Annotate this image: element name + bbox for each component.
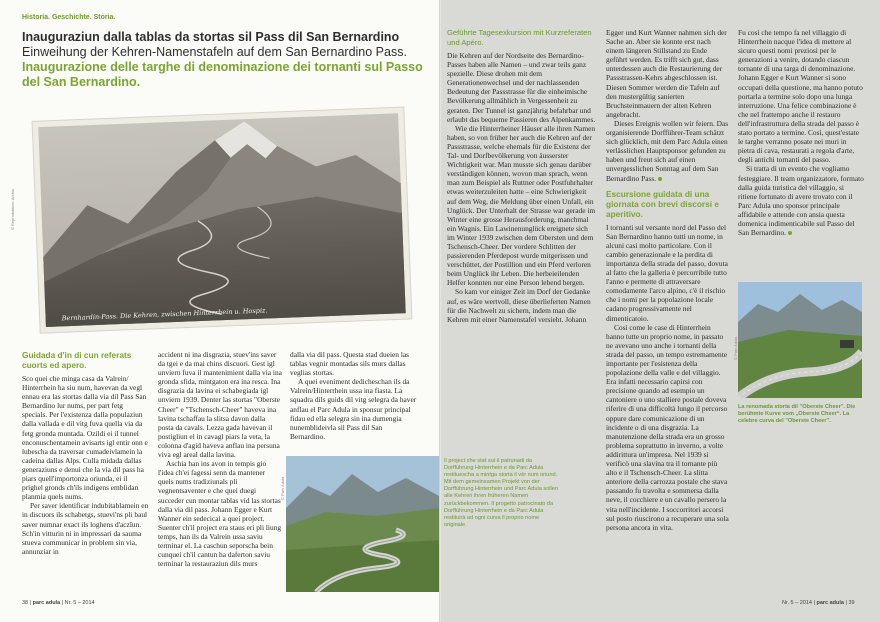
left-col-2: [158, 350, 282, 568]
issue-number: Nr. 5 – 2014: [64, 600, 95, 606]
paragraph: Egger und Kurt Wanner nahmen sich der Sache an. Aber sie konnte erst nach einem längeren Stillstand zu Ende geführt werden. Es trifft sich gut, dass unterdessen auch die Restaurierung der Passstrassen-Kehrs abgeschlossen ist. Diesen Sommer werden die Tafeln auf den mustergültig sanierten Bruchsteinmauern der alten Kehren angebracht.: [606, 28, 727, 119]
paragraph: A quei eveniment dedicheschan ils da Valrein/Hinterrhein ussa ina fiasta. La squadra dils guids dil vitg selegra da haver anflau el Parc Adula in sponsur principal fidau ed ella selegra sin ina dumengia nunemblideivla sil Pass dil San Bernardino.: [290, 377, 417, 441]
postcard-photo: [18, 100, 432, 340]
oberste-cheer-photo: [738, 282, 862, 398]
subhead-romansh: Guidada d'in di cun referats cuorts ed apero.: [22, 350, 132, 370]
page-number: 39: [848, 600, 855, 606]
issue-number: Nr. 5 – 2014: [782, 600, 812, 606]
page-footer: 38 | parc adula | Nr. 5 – 2014: [22, 600, 95, 606]
paragraph: Die Kehren auf der Nordseite des Bernardino-Passes haben alle Namen – und zwar teils ganz spezielle. Diese drohen mit dem Generationenwechsel und der nachlassenden Bedeutung der Passstrasse für die einheimische Bevölkerung allmählich in Vergessenheit zu geraten. Der Tunnel ist ganzjährig befahrbar und erlaubt das bequeme Passieren des Alpenkammes.: [447, 51, 596, 124]
end-mark-icon: [788, 231, 792, 235]
paragraph: Wie die Hinterrheiner Häuser alle ihren Namen haben, so von früher her auch die Kehren auf der Passstrasse, welche ehemals für die Existenz der Tal- und Dorfbevölkerung von äusserster Wichtigkeit war. Man musste sich genau darüber verständigen können, wovon man sprach, wenn man zum Beispiel als Ruttner oder Postfuhrhalter etwas weiterzuleiten hatte – eine Schwierigkeit auf dem Weg, die Meldung über einen Unfall, ein Unglück. Der Unterhalt der Strasse war gerade im Winter eine grosse Herausforderung, manchmal ein Wagnis. Ein Lawinenunglück ereignete sich im Winter 1939 zwischen dem Obersten und dem Tschensch-Cheer. Der vordere Schlitten der passierenden Pferdepost wurde mitgerissen und verschüttet, der Postillion und ein Pferd verloren beim Unglück ihr Leben. Die herbeieilenden Helfer konnten nur eine Person lebend bergen.: [447, 123, 596, 288]
left-page: [0, 0, 439, 622]
headline-romansh: Inauguraziun dalla tablas da stortas sil Pass dil San Bernardino: [22, 30, 400, 44]
paragraph: dalla via dil pass. Questa stad dueien las tablas vegnir montadas sils murs dallas veglias stortas.: [290, 350, 410, 378]
pass-road-photo: [286, 456, 439, 592]
photo-caption: La renomada storta dil "Oberste Cheer". Die berühmte Kurve vom „Oberste Cheer“. La celebre curva del "Oberste Cheer".: [738, 404, 856, 425]
left-col-1: [22, 350, 150, 556]
photo-credit: © Parc Adula: [733, 336, 738, 360]
headline-german: Einweihung der Kehren-Namenstafeln auf dem San Bernardino Pass.: [22, 45, 407, 59]
paragraph: I tornanti sul versante nord del Passo del San Bernardino hanno tutti un nome, in alcuni casi molto particolare. Con il cambio generazionale e la perdita di importanza della strada del passo, dovuta al fatto che la galleria è percorribile tutto l'anno e permette di attraversare comodamente l'arco alpino, c'è il rischio che i nomi per la popolazione locale cadano progressivamente nel dimenticatoio.: [606, 222, 728, 323]
paragraph: accident ni ina disgrazia, stuev'ins saver da tgei e da mai chins discuori. Gest igl unviern fuva il mantenimient dalla via ina gronda sfida, mintgaton era ina resca. Ina disgrazia da lavina ei schabegiada igl unviern 1939. Denter las stortas "Oberste Cheer" e "Tschensch-Cheer" haveva ina lavina tschaffau la slitsa davon dalla posta da cavals. Lezza gada havevan il postigliun el in cavagl piars la veta, la colonna d'agid haveva anflau ina persuna viva egl areal dalla lavina.: [158, 350, 282, 460]
paragraph: Aschia han ins avon in tempis gio l'idea ch'ei fagessi senn da mantener quels nums tradiziunals pli vegnentsaventer e che quei duegi succeder cun montar tablas vid las stortas dalla via dil pass. Johann Egger e Kurt Wanner ein sedecicai a quei project. Suenter ch'il project era staus eri pli liung temps, han ils da Valrein ussa saviu terminar el. La caschun seporscha bein cunquei ch'il cantun ha daferton saviu terminar la restauraziun dils murs: [158, 459, 282, 569]
section-label: Historia. Geschichte. Storia.: [22, 14, 116, 21]
page-number: 38: [22, 600, 29, 606]
photo-credit: © Reproduktion: Archiv: [10, 189, 15, 230]
end-mark-icon: [658, 177, 662, 181]
headline: [22, 30, 432, 90]
left-col-3: [290, 350, 418, 441]
paragraph-text: Si tratta di un evento che vogliamo festeggiare. Il team organizzatore, formato dalla guida turistica del villaggio, si ritiene fortunato di avere trovato con il Parc Adula uno sponsor principale affidabile e attende con ansia questa domenica indimenticabile sul Passo del San Bernardino.: [738, 164, 864, 238]
magazine-name: parc adula: [32, 600, 61, 606]
paragraph: [738, 164, 864, 237]
paragraph: [606, 119, 730, 183]
right-col-1: [447, 28, 597, 324]
paragraph: Così come le case di Hinterrhein hanno tutte un proprio nome, in passato ne avevano uno anche i tornanti della strada del passo, un tempo estremamente importante per l'esistenza della popolazione della valle e del villaggio. Era infatti necessario capirsi con precisione quando ad esempio un cantoniere o uno stalliere postale doveva riferire di una difficoltà lungo il percorso oppure dare comunicazione di un incidente o di una disgrazia. La manutenzione della strada era un grosso problema soprattutto in inverno, a volte addirittura un'impresa. Nel 1939 si verificò una slavina tra il tornante più alto e il Tschensch-Cheer. La slitta anteriore della carrozza postale che stava passando fu travolta e sommersa dalla neve, il cocchiere e un cavallo persero la vita nell'incidente. I soccorritori accorsi sul posto riuscirono a recuperare una sola persona ancora in vita.: [606, 322, 729, 532]
paragraph: So kam vor einiger Zeit im Dorf der Gedanke auf, es wäre wertvoll, diese überlieferten Namen für die Nachwelt zu sichern, indem man die Kehren mit einer Namenstafel versieht. Johann: [447, 287, 591, 324]
paragraph-text: Dieses Ereignis wollen wir feiern. Das organisierende Dorfführer-Team schätzt sich glücklich, mit dem Parc Adula einen verlässlichen Hauptsponsor gefunden zu haben und freut sich auf einen unvergesslichen Sonntag auf dem San Bernardino Pass.: [606, 118, 729, 183]
page-gutter: [439, 0, 441, 622]
magazine-name: parc adula: [816, 600, 844, 606]
paragraph: Fu così che tempo fa nel villaggio di Hinterrhein nacque l'idea di mettere al sicuro questi nomi preziosi per le generazioni a venire, dotando ciascun tornante di una targa di denominazione. Johann Egger e Kurt Wanner si sono occupati della questione, ma hanno potuto portarla a termine solo dopo una lunga interruzione. Una felice combinazione è che nel frattempo anche il restauro dell'infrastruttura della strada del passo è stato portato a termine. Così, quest'estate le targhe verranno posate nei muri in pietra di cava, restaurati a regola d'arte, degli antichi tornanti del passo.: [738, 28, 863, 165]
subhead-german: Geführte Tagesexkursion mit Kurzreferaten und Apéro.: [447, 28, 592, 47]
postcard-caption: Bernhardin-Pass. Die Kehren, zwischen Hinterrhein u. Hospiz.: [61, 306, 268, 323]
right-col-2: [606, 28, 730, 532]
paragraph: Sco quei che minga casa da Valrein/ Hinterrhein ha siu num, havevan da vegl ennau era las stortas dalla via dil Pass San Bernardino lur nums, per part fetg specials. Per l'existenza dalla populaziun dalla vallada e dil vitg fuva quella via da fetg gronda muntada. Ozildi ei il tunnel enconuschentamein avisarts igl entir onn e lubescha da traversar cumadeivlamein la cadeina dallas Alps. Culla midada dallas generaziuns e denuì che la via dil pass ha piars quell'importonza oriunda, ei il prighel gronds ch'ils indigens emblidan planmia quels nums.: [22, 374, 148, 502]
subhead-italian: Escursione guidata di una giornata con brevi discorsi e aperitivo.: [606, 188, 719, 219]
page-footer: Nr. 5 – 2014 | parc adula | 39: [782, 600, 855, 606]
photo-credit: © Parc Adula: [280, 476, 285, 500]
lower-photo-caption: Il project che stat sut il patrunadi da Dorfführung Hinterrhein e da Parc Adula restituescha a mintga storta il vèr num oriund. Mit dem gemeinsamen Projekt von der Dorfführung Hinterrhein und Parc Adula sollen alle Kehren ihren früheren Namen zurückbekommen. Il progetto patrocinato da Dorfführung Hinterrhein e da Parc Adula restituirà ad ogni curva il proprio nome originale.: [444, 458, 559, 528]
paragraph: Per saver identificar indubitablamein en in discuors ils schabetgs, stuevi'ns pli baul saver numnar exact ils loghens d'aczîun. Sch'in vitturin ni in impressari da sauma stueva communicar in problem sin via, annunziar in: [22, 501, 149, 556]
headline-italian: Inaugurazione delle targhe di denominazione dei tornanti sul Passo del San Bernardino.: [22, 60, 423, 89]
right-col-3: [738, 28, 864, 237]
